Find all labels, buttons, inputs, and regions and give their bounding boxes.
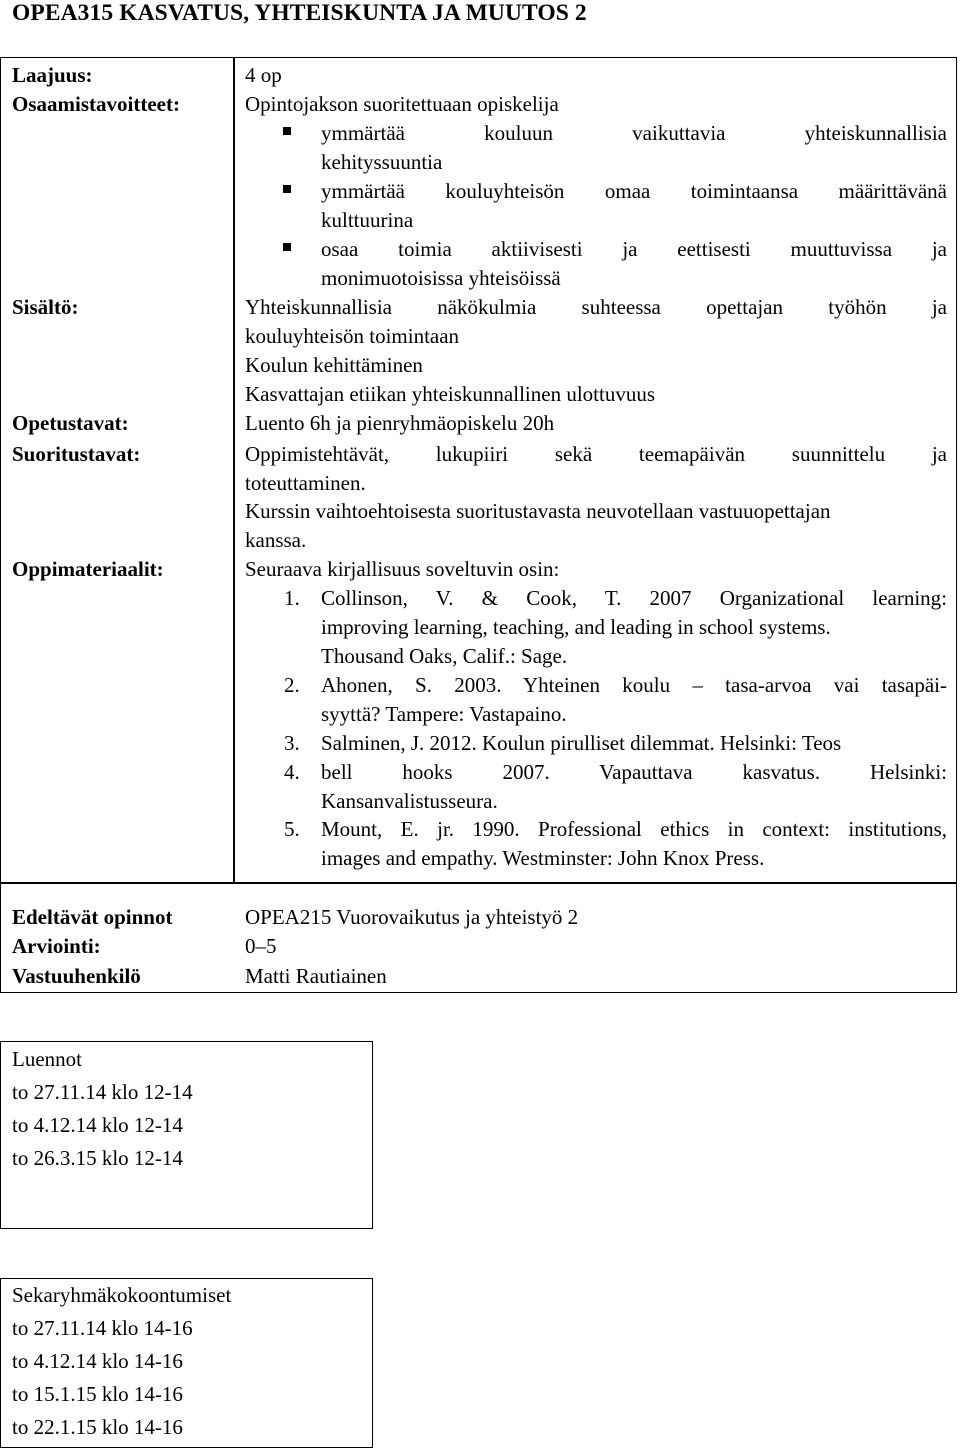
bullet-icon [283, 185, 291, 193]
ref-5-number: 5. [284, 817, 300, 841]
luennot-row-1: to 27.11.14 klo 12-14 [12, 1080, 193, 1104]
goal-item-2-line1: ymmärtää kouluyhteisön omaa toimintaansa määrittävänä [321, 179, 947, 203]
opetustavat-value: Luento 6h ja pienryhmäopiskelu 20h [245, 411, 555, 435]
sisalto-label: Sisältö: [12, 295, 79, 319]
oppimateriaalit-intro: Seuraava kirjallisuus soveltuvin osin: [245, 557, 560, 581]
luennot-row-3: to 26.3.15 klo 12-14 [12, 1146, 183, 1170]
edeltavat-label: Edeltävät opinnot [12, 905, 173, 929]
laajuus-value: 4 op [245, 63, 282, 87]
vastuuhenkilo-value: Matti Rautiainen [245, 964, 387, 988]
ref-5-line1: Mount, E. jr. 1990. Professional ethics in context: institutions, [321, 817, 947, 841]
laajuus-label: Laajuus: [12, 63, 93, 87]
edeltavat-value: OPEA215 Vuorovaikutus ja yhteistyö 2 [245, 905, 579, 929]
sekaryhma-row-3: to 15.1.15 klo 14-16 [12, 1382, 183, 1406]
sisalto-line-3: Koulun kehittäminen [245, 353, 423, 377]
ref-2-line1: Ahonen, S. 2003. Yhteinen koulu – tasa-arvoa vai tasapäi- [321, 673, 947, 697]
goal-item-1-line2: kehityssuuntia [321, 150, 443, 174]
ref-3-line1: Salminen, J. 2012. Koulun pirulliset dilemmat. Helsinki: Teos [321, 731, 842, 755]
ref-1-number: 1. [284, 586, 300, 610]
sisalto-line-4: Kasvattajan etiikan yhteiskunnallinen ulottuvuus [245, 382, 656, 406]
ref-4-line1: bell hooks 2007. Vapauttava kasvatus. Helsinki: [321, 760, 947, 784]
vastuuhenkilo-label: Vastuuhenkilö [12, 964, 141, 988]
sekaryhma-heading: Sekaryhmäkokoontumiset [12, 1283, 232, 1307]
luennot-box [0, 1041, 373, 1229]
ref-1-line1: Collinson, V. & Cook, T. 2007 Organizational learning: [321, 586, 947, 610]
goal-item-3-line2: monimuotoisissa yhteisöissä [321, 266, 561, 290]
table-row-divider [0, 882, 957, 884]
goal-item-1-line1: ymmärtää kouluun vaikuttavia yhteiskunnallisia [321, 121, 947, 145]
sisalto-line-2: kouluyhteisön toimintaan [245, 324, 460, 348]
sekaryhma-row-4: to 22.1.15 klo 14-16 [12, 1415, 183, 1439]
goal-item-3-line1: osaa toimia aktiivisesti ja eettisesti muuttuvissa ja [321, 237, 947, 261]
ref-1-line3: Thousand Oaks, Calif.: Sage. [321, 644, 568, 668]
arviointi-value: 0–5 [245, 934, 277, 958]
sekaryhma-box [0, 1278, 373, 1448]
bullet-icon [283, 243, 291, 251]
osaamistavoitteet-label: Osaamistavoitteet: [12, 92, 180, 116]
osaamistavoitteet-intro: Opintojakson suoritettuaan opiskelija [245, 92, 559, 116]
ref-2-number: 2. [284, 673, 300, 697]
luennot-row-2: to 4.12.14 klo 12-14 [12, 1113, 183, 1137]
ref-1-line2: improving learning, teaching, and leading in school systems. [321, 615, 831, 639]
ref-4-line2: Kansanvalistusseura. [321, 789, 498, 813]
luennot-heading: Luennot [12, 1047, 82, 1071]
sekaryhma-row-1: to 27.11.14 klo 14-16 [12, 1316, 193, 1340]
suoritustavat-label: Suoritustavat: [12, 442, 141, 466]
arviointi-label: Arviointi: [12, 934, 101, 958]
table-column-divider [233, 57, 235, 882]
opetustavat-label: Opetustavat: [12, 411, 129, 435]
ref-4-number: 4. [284, 760, 300, 784]
course-title: OPEA315 KASVATUS, YHTEISKUNTA JA MUUTOS 2 [12, 0, 587, 26]
suoritustavat-line-3: Kurssin vaihtoehtoisesta suoritustavasta neuvotellaan vastuuopettajan [245, 499, 831, 523]
goal-item-2-line2: kulttuurina [321, 208, 414, 232]
ref-2-line2: syyttä? Tampere: Vastapaino. [321, 702, 567, 726]
oppimateriaalit-label: Oppimateriaalit: [12, 557, 164, 581]
sisalto-line-1: Yhteiskunnallisia näkökulmia suhteessa opettajan työhön ja [245, 295, 947, 319]
suoritustavat-line-1: Oppimistehtävät, lukupiiri sekä teemapäivän suunnittelu ja [245, 442, 947, 466]
suoritustavat-line-4: kanssa. [245, 528, 307, 552]
sekaryhma-row-2: to 4.12.14 klo 14-16 [12, 1349, 183, 1373]
bullet-icon [283, 127, 291, 135]
suoritustavat-line-2: toteuttaminen. [245, 471, 366, 495]
ref-5-line2: images and empathy. Westminster: John Knox Press. [321, 846, 765, 870]
ref-3-number: 3. [284, 731, 300, 755]
